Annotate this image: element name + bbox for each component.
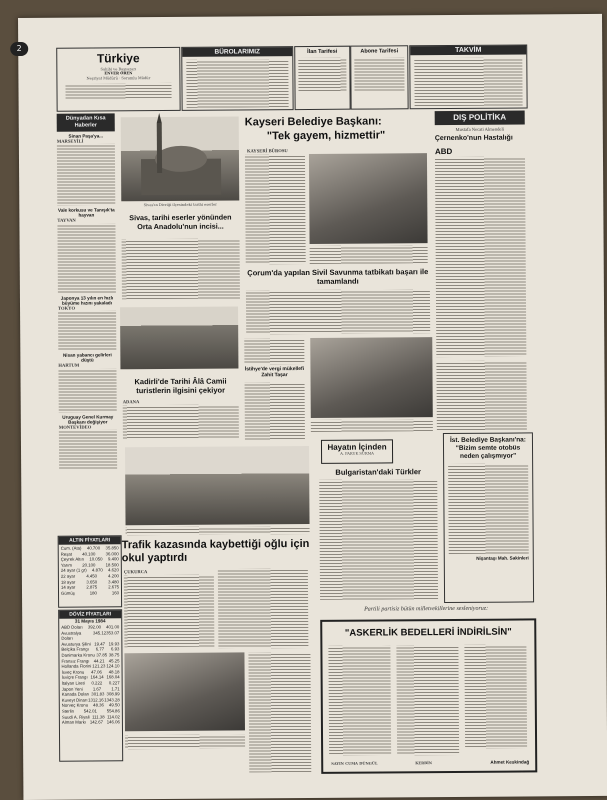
price-value: 48.36	[93, 702, 104, 708]
abone-tarifesi-box	[350, 45, 408, 109]
price-value: 401.00	[106, 624, 120, 630]
price-label: Norveç Kronu	[61, 702, 89, 709]
price-value: 0.227	[108, 680, 120, 686]
price-value: 1312.16	[88, 697, 104, 703]
altin-box	[58, 535, 123, 607]
price-value: 392.00	[87, 624, 102, 630]
politika-text-cont	[436, 360, 526, 431]
price-label: İsviçre Frangı	[61, 674, 88, 681]
price-value: 345.12	[92, 629, 107, 636]
trafik-photo	[125, 446, 310, 525]
kayseri-quote: "Tek gayem, hizmettir"	[266, 129, 386, 143]
price-value: 308.99	[106, 691, 120, 697]
price-value: 44.21	[93, 657, 105, 664]
price-value: 20.100	[82, 562, 96, 568]
price-value: 124.10	[106, 663, 120, 669]
price-value: 168.04	[106, 674, 120, 680]
kayseri-text	[245, 154, 306, 264]
takvim-box	[409, 44, 527, 109]
price-value: 353.07	[106, 629, 120, 635]
trafik-text-3	[248, 652, 311, 772]
askerlik-sign: Ahmet Keskindağ	[490, 759, 530, 765]
price-value: 2.675	[108, 584, 119, 590]
price-value: 1343.28	[104, 697, 120, 703]
price-value: 1.71	[111, 685, 120, 691]
dunya-place: TAYVAN	[57, 218, 76, 224]
price-label: Alman Markı	[61, 719, 87, 725]
page-number: 2	[10, 42, 28, 56]
price-value: 36.000	[105, 550, 119, 556]
price-value: 142.67	[89, 719, 103, 725]
price-label: Avusturya Şilini	[61, 641, 91, 647]
price-value: 4.870	[91, 567, 103, 573]
dunya-text	[57, 144, 115, 206]
ilan-tarifesi-box	[294, 46, 350, 110]
price-label: Yarım	[60, 562, 72, 568]
price-value: 146.06	[106, 719, 120, 725]
ilan-title: İlan Tarifesi	[307, 48, 338, 55]
price-value: 114.02	[107, 713, 120, 719]
politika-subtitle: Çernenko'nun Hastalığı	[434, 134, 513, 143]
hayatin-title: Hayatın İçinden	[327, 442, 387, 452]
dunya-column	[57, 133, 118, 533]
askerlik-text-1	[328, 645, 391, 755]
price-label: Cum. (Ata)	[60, 545, 82, 551]
price-label: Gümüş	[60, 590, 75, 596]
price-label: Japon Yeni	[61, 686, 83, 692]
price-value: 38.75	[108, 652, 120, 658]
takvim-list	[414, 57, 522, 106]
politika-title: DIŞ POLİTİKA	[453, 112, 507, 122]
price-label: Avustralya Doları	[61, 630, 82, 641]
price-value: 49.50	[109, 702, 120, 708]
dunya-place: MONTEVİDEO	[58, 424, 92, 430]
politika-author: Mustafa Necati Almendeli	[455, 126, 505, 132]
price-value: 111.38	[92, 713, 105, 719]
dunya-sub: Japonya 13 yılın en hızlı büyüme hızını yakaladı	[60, 295, 114, 306]
dunya-sub: Uruguay Genel Kurmay Başkanı değişiyor	[62, 413, 114, 425]
dunya-text	[58, 368, 116, 412]
kadirli-headline: Kadirli'de Tarihi Âlâ Camii turistlerin ilgisini çekiyor	[134, 376, 227, 396]
kayseri-caption	[310, 245, 428, 264]
price-label: Danimarka Kronu	[61, 652, 95, 658]
altin-title: ALTIN FİYATLARI	[59, 536, 121, 544]
price-value: 542.01	[83, 708, 97, 714]
price-label: Reşat	[60, 551, 72, 557]
price-value: 10.050	[89, 556, 103, 562]
price-value: 19.93	[108, 641, 120, 647]
price-value: 6.93	[111, 646, 120, 652]
corum-headline: Çorum'da yapılan Sivil Savunma tatbikatı başarı ile tamamlandı	[247, 267, 429, 286]
dunya-title: Dünyadan Kısa Haberler	[65, 115, 106, 129]
askerlik-text-2	[396, 645, 459, 755]
askerlik-foot: SAYIN CUMA DÜNGÜL	[331, 761, 378, 766]
crowd-caption	[311, 419, 433, 432]
price-value: 180	[89, 590, 97, 596]
price-value: 164.14	[90, 674, 104, 680]
price-value: 160	[111, 590, 120, 596]
sivas-headline: Sivas, tarihi eserler yönünden Orta Anadolu'nun incisi...	[129, 212, 232, 232]
price-row	[61, 630, 119, 642]
dunya-place: MARSEYİLİ	[56, 138, 84, 144]
abone-title: Abone Tarifesi	[360, 48, 399, 55]
sivas-photo	[121, 116, 240, 201]
askerlik-headline: "ASKERLİK BEDELLERİ İNDİRİLSİN"	[344, 626, 512, 639]
price-value: 301.83	[91, 691, 105, 697]
hayatin-author: A. FARUK SÜRMA	[340, 451, 374, 456]
price-value: 9.400	[107, 556, 119, 562]
price-value: 18.500	[105, 562, 119, 568]
kadirli-place: ADANA	[122, 399, 140, 405]
trafik-headline: Trafik kazasında kaybettiği oğlu için okul yaptırdı	[121, 537, 310, 565]
price-row	[62, 719, 120, 725]
bureaus-title: BÜROLARIMIZ	[182, 47, 292, 57]
dunya-text	[58, 311, 116, 351]
partili-text: Partili partisiz bütün milletvekillerine sesleniyoruz:	[364, 605, 489, 613]
price-label: Kanada Doları	[61, 691, 90, 697]
price-label: Çeyrek Altın	[60, 556, 84, 562]
price-value: 2.875	[86, 584, 98, 590]
altin-table	[59, 544, 121, 597]
price-value: 4.450	[86, 573, 98, 579]
sivas-caption: Sivas'ın Divriği ilçesindeki tarihi eserler	[143, 202, 217, 208]
dunya-text	[57, 223, 115, 293]
bureaus-list	[186, 59, 288, 108]
trafik-text	[124, 575, 215, 648]
ist-text	[448, 463, 529, 554]
masthead	[56, 47, 180, 112]
kadirli-photo	[120, 306, 238, 369]
askerlik-text-3	[464, 644, 527, 748]
trafik-photo-caption	[125, 734, 245, 749]
price-label: İtalyan Lireti	[61, 680, 85, 686]
price-label: Fransız Frangı	[61, 658, 90, 664]
hayatin-header	[321, 439, 393, 464]
dunya-place: HARTUM	[58, 362, 80, 368]
trafik-photo-2	[124, 652, 245, 731]
ilan-list	[298, 58, 346, 92]
politika-lead: ABD	[434, 146, 453, 157]
doviz-table	[59, 623, 122, 726]
politika-header	[435, 110, 525, 125]
price-label: Kuveyt Dinarı	[61, 697, 88, 703]
price-label: Belçika Frangı	[61, 646, 89, 653]
corum-text	[246, 289, 430, 334]
mosque-image	[121, 116, 240, 201]
istihye-text-top	[244, 338, 304, 364]
price-label: Suudi A. Riyali	[61, 714, 90, 720]
hayatin-headline: Bulgaristan'daki Türkler	[335, 467, 421, 477]
kayseri-headline: Kayseri Belediye Başkanı:	[244, 115, 382, 129]
price-value: 3.650	[86, 579, 98, 585]
price-value: 48.18	[108, 669, 120, 675]
price-label: İsveç Kronu	[61, 669, 85, 675]
abone-list	[354, 57, 404, 91]
doviz-title: DÖVİZ FİYATLARI	[59, 610, 121, 618]
price-value: 40.700	[86, 545, 101, 551]
price-row	[61, 590, 119, 596]
price-value: 4.620	[108, 567, 119, 573]
dunya-sub: Vale korkusu ve Tanışık'ta hayvan	[57, 207, 115, 218]
price-label: 14 ayar	[60, 584, 76, 590]
price-value: 45.25	[108, 657, 120, 663]
trafik-text-2	[218, 568, 309, 649]
price-value: 47.06	[91, 669, 102, 675]
dunya-header	[57, 113, 115, 131]
dunya-place: TOKYO	[58, 305, 76, 311]
kadirli-text	[123, 404, 239, 439]
trafik-caption	[126, 526, 310, 535]
dunya-sub: Sinan Paşa'ya...	[68, 133, 104, 139]
price-value: 4.200	[108, 573, 119, 579]
takvim-title: TAKVİM	[410, 45, 526, 55]
price-label: 22 ayar	[60, 573, 76, 579]
price-label: Hollanda Florini	[61, 663, 92, 669]
istihye-headline: İstihye'de vergi mükellefi Zahit Taşar	[244, 366, 305, 379]
masthead-publisher: ENVER ÖREN	[104, 71, 133, 76]
dunya-text	[59, 429, 117, 469]
price-label: ABD Doları	[61, 624, 83, 630]
price-value: 37.85	[96, 652, 108, 658]
trafik-place: ÇUKURCA	[123, 569, 148, 575]
price-value: 0.222	[91, 680, 103, 686]
sivas-text	[122, 238, 240, 299]
politika-text	[435, 156, 526, 357]
price-label: Sterlin	[61, 708, 75, 714]
crowd-photo	[310, 337, 433, 418]
price-label: 24 ayar (1 gr)	[60, 567, 87, 574]
askerlik-box	[320, 618, 537, 774]
hayatin-text	[319, 479, 438, 600]
price-value: 1.67	[92, 685, 102, 692]
masthead-name: Türkiye	[96, 51, 140, 66]
doviz-box	[58, 609, 123, 761]
price-value: 40.100	[82, 551, 96, 557]
masthead-line: Neşriyat Müdürü · Sorumlu Müdür	[86, 75, 151, 81]
price-value: 6.77	[95, 646, 105, 652]
newspaper-page	[18, 14, 607, 800]
ist-sign: Nişantaşı Mah. Sakinleri	[476, 555, 529, 561]
masthead-text-block	[65, 83, 171, 100]
bureaus-box	[181, 46, 293, 111]
price-label: 18 ayar	[60, 579, 76, 585]
ist-headline: İst. Belediye Başkanı'na: "Bizim semte otobüs neden çalışmıyor"	[449, 436, 526, 460]
price-value: 121.23	[92, 663, 106, 669]
kayseri-photo	[309, 153, 428, 244]
ist-box	[443, 432, 534, 603]
price-value: 554.86	[106, 708, 120, 714]
dunya-sub: Nisan yabancı gelirleri düştü	[62, 352, 112, 363]
masthead-line: Sahibi ve Başyazarı	[100, 67, 137, 72]
istihye-text	[245, 382, 305, 440]
price-value: 3.480	[108, 578, 119, 584]
kayseri-byline: KAYSERİ BÜROSU	[246, 148, 288, 154]
price-value: 35.850	[105, 545, 119, 551]
price-value: 19.47	[94, 641, 106, 647]
askerlik-foot: KERBİN	[415, 760, 433, 765]
doviz-date: 31 Mayıs 1984	[74, 618, 106, 624]
